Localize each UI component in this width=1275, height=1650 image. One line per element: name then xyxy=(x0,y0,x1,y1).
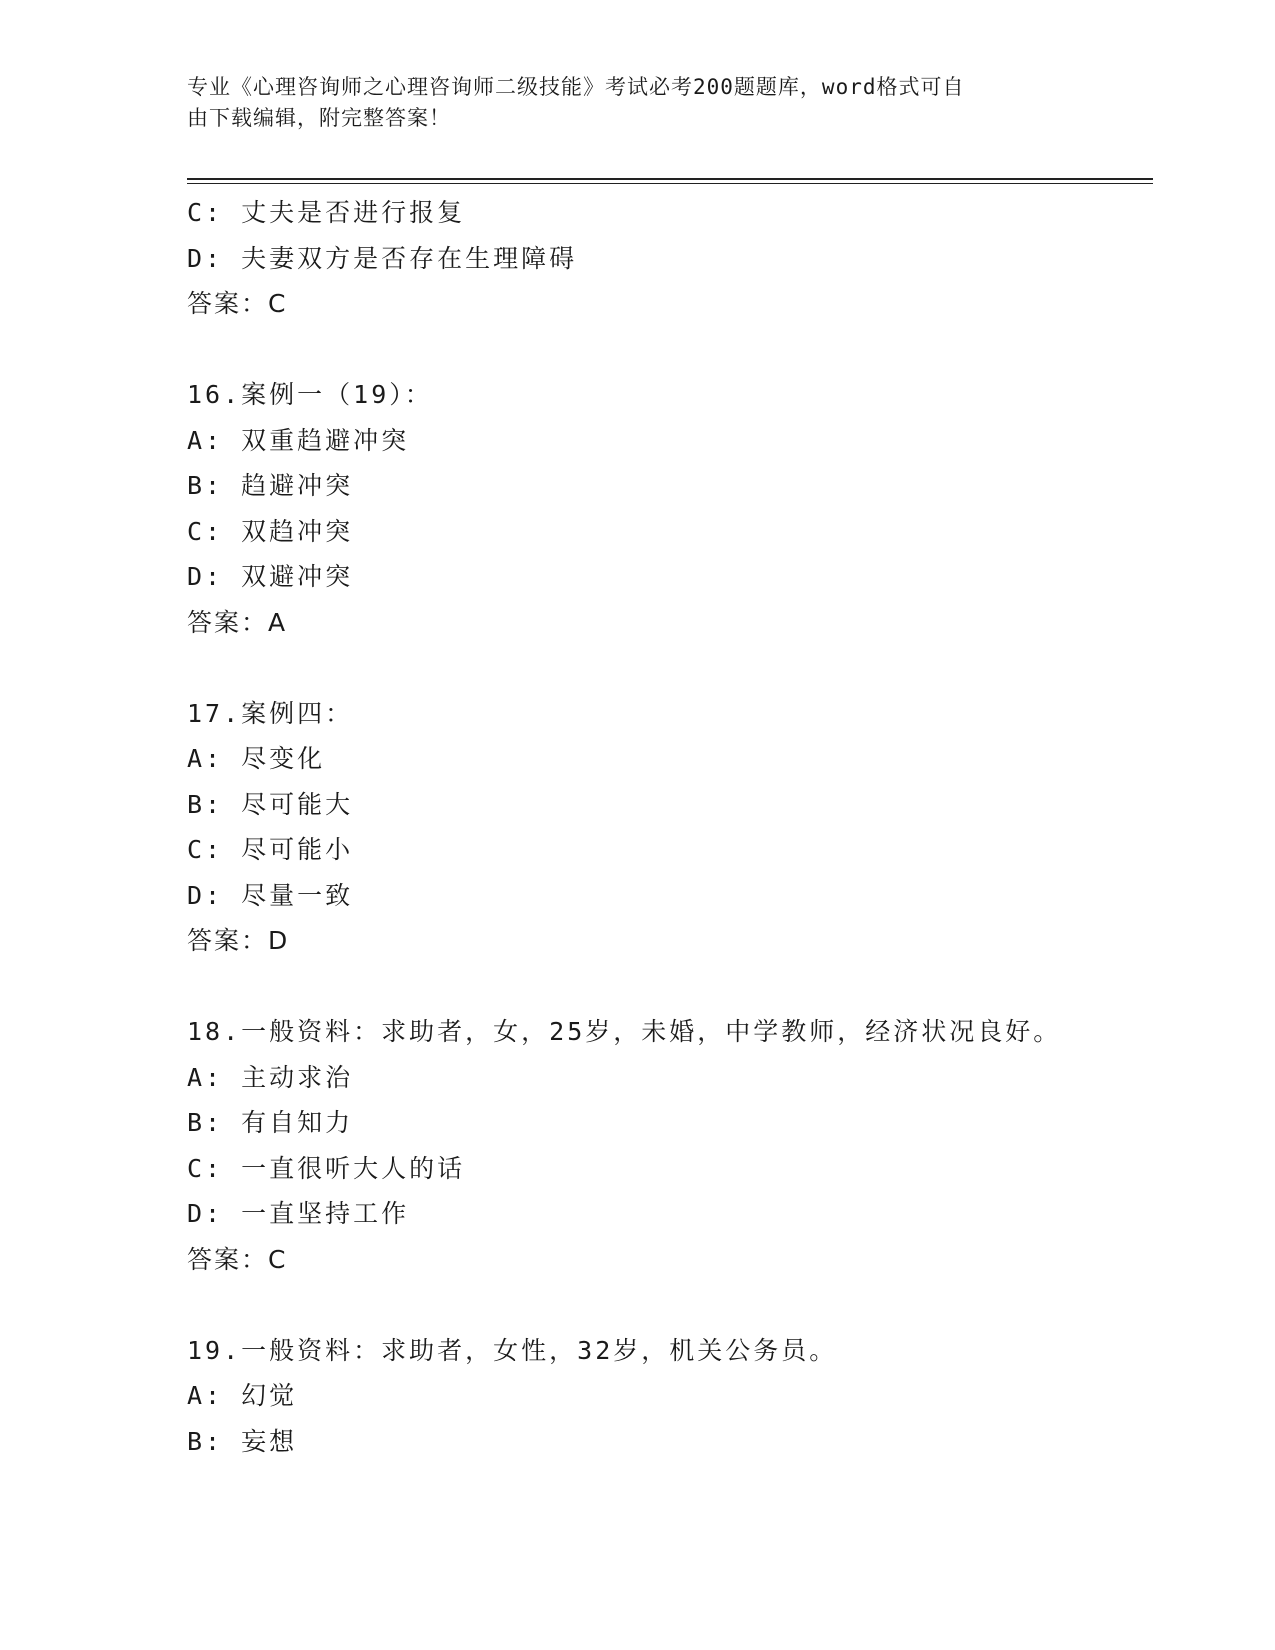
option-b: B: 有自知力 xyxy=(187,1108,354,1137)
option-d: D: 双避冲突 xyxy=(187,562,354,591)
document-header xyxy=(187,72,1067,134)
option-a: A: 尽变化 xyxy=(187,744,326,773)
spacer xyxy=(187,964,1153,1010)
option-d: D: 夫妻双方是否存在生理障碍 xyxy=(187,243,578,273)
question-stem: 16.案例一（19）： xyxy=(187,380,433,409)
option-c: C: 一直很听大人的话 xyxy=(187,1153,466,1183)
question-19 xyxy=(187,1328,1153,1465)
question-16 xyxy=(187,372,1153,645)
option-b: B: 趋避冲突 xyxy=(187,471,354,500)
question-18 xyxy=(187,1009,1153,1282)
header-line-1: 专业《心理咨询师之心理咨询师二级技能》考试必考200题题库，word格式可自 xyxy=(187,75,965,99)
question-stem: 17.案例四： xyxy=(187,698,354,728)
header-line-2: 由下载编辑，附完整答案！ xyxy=(187,106,451,130)
option-b: B: 妄想 xyxy=(187,1426,298,1456)
option-a: A: 主动求治 xyxy=(187,1062,354,1092)
option-c: C: 丈夫是否进行报复 xyxy=(187,198,466,227)
option-c: C: 尽可能小 xyxy=(187,835,354,864)
header-divider-thin xyxy=(187,183,1153,184)
question-list xyxy=(187,190,1153,1464)
option-c: C: 双趋冲突 xyxy=(187,516,354,546)
answer-line: 答案：D xyxy=(187,926,290,955)
spacer xyxy=(187,327,1153,373)
option-a: A: 双重趋避冲突 xyxy=(187,425,410,455)
option-d: D: 一直坚持工作 xyxy=(187,1199,410,1228)
spacer xyxy=(187,645,1153,691)
question-partial xyxy=(187,190,1153,327)
answer-line: 答案：C xyxy=(187,1244,288,1274)
question-stem: 19.一般资料：求助者，女性，32岁，机关公务员。 xyxy=(187,1335,838,1365)
answer-line: 答案：C xyxy=(187,289,288,318)
option-d: D: 尽量一致 xyxy=(187,880,354,910)
header-divider-thick xyxy=(187,178,1153,180)
answer-line: 答案：A xyxy=(187,607,288,637)
spacer xyxy=(187,1282,1153,1328)
option-b: B: 尽可能大 xyxy=(187,789,354,819)
option-a: A: 幻觉 xyxy=(187,1381,298,1410)
question-stem: 18.一般资料：求助者，女，25岁，未婚，中学教师，经济状况良好。 xyxy=(187,1017,1062,1046)
question-17 xyxy=(187,691,1153,964)
